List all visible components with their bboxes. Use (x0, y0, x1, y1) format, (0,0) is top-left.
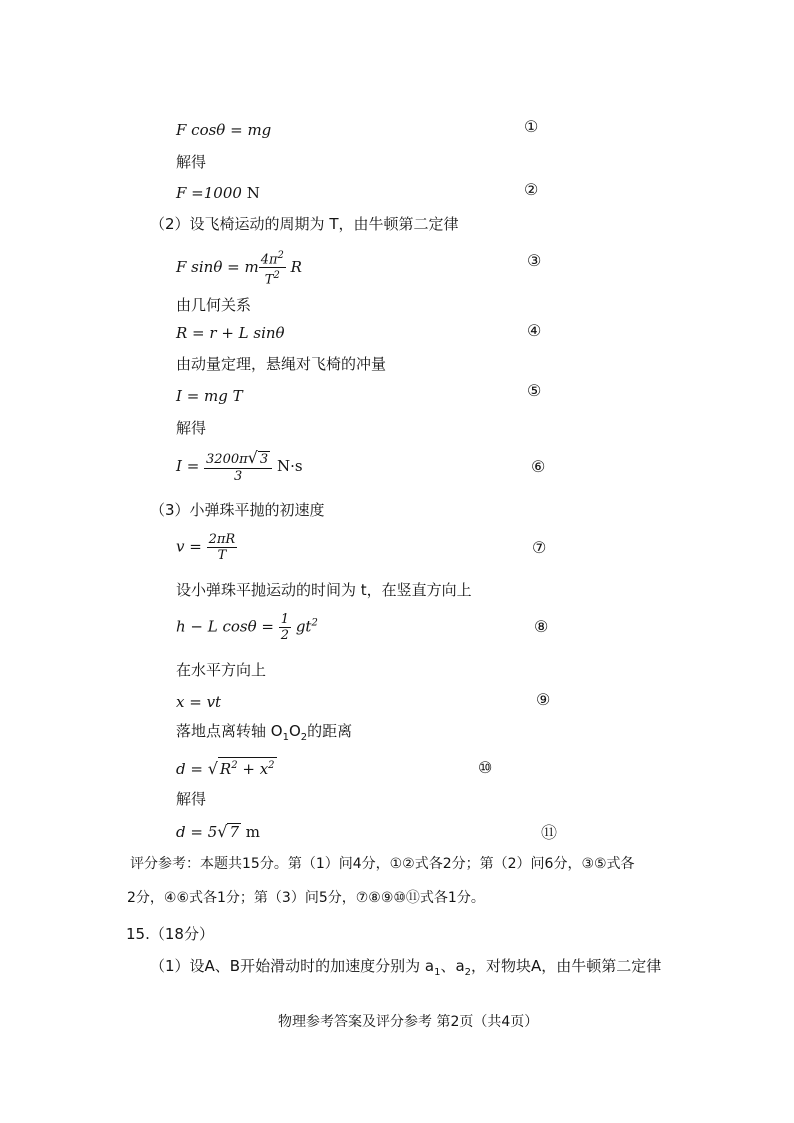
equation-mark-2: ② (524, 180, 539, 199)
equation-mark-5: ⑤ (527, 381, 542, 400)
equation-mark-8: ⑧ (534, 617, 549, 636)
text-jiede-2: 解得 (176, 419, 207, 437)
equation-4: R = r + L sinθ (176, 324, 285, 342)
equation-mark-3: ③ (527, 251, 542, 270)
text-landing-distance-post: 的距离 (307, 722, 353, 740)
question-15-part-1-post: ，对物块A，由牛顿第二定律 (471, 957, 662, 975)
equation-mark-6: ⑥ (531, 457, 546, 476)
question-15-part-1-mid: 、a (440, 957, 465, 975)
equation-9: x = vt (176, 693, 222, 711)
question-15-heading: 15.（18分） (126, 925, 214, 943)
equation-5: I = mg T (176, 387, 243, 405)
text-landing-distance: 落地点离转轴 $O_1O_2$的距离 (176, 722, 353, 743)
question-2-heading: （2）设飞椅运动的周期为 T，由牛顿第二定律 (150, 215, 459, 233)
text-geometry: 由几何关系 (176, 296, 252, 314)
equation-mark-9: ⑨ (536, 690, 551, 709)
equation-1: F cosθ = mg (176, 121, 272, 139)
text-momentum-theorem: 由动量定理，悬绳对飞椅的冲量 (176, 355, 387, 373)
question-15-part-1-pre: （1）设A、B开始滑动时的加速度分别为 a (150, 957, 435, 975)
scoring-note-line-1: 评分参考：本题共15分。第（1）问4分，①②式各2分；第（2）问6分，③⑤式各 (130, 856, 635, 872)
equation-mark-1: ① (524, 117, 539, 136)
equation-mark-7: ⑦ (532, 538, 547, 557)
text-horizontal: 在水平方向上 (176, 661, 267, 679)
question-3-heading: （3）小弹珠平抛的初速度 (150, 501, 325, 519)
text-jiede-3: 解得 (176, 790, 207, 808)
equation-7: v = $\frac{2\pi R}{T}$ (176, 532, 236, 563)
equation-3: F sinθ = m $\frac{4\pi^2}{T^2}$ R (176, 250, 302, 288)
equation-2: F =1000 N (176, 184, 260, 202)
text-jiede-1: 解得 (176, 153, 207, 171)
equation-8: h − L cosθ = $\frac{1}{2}$ $gt^2$ (176, 612, 318, 643)
question-15-part-1: （1）设A、B开始滑动时的加速度分别为 $a_1$、$a_2$，对物块A，由牛顿第二定律 (150, 957, 662, 978)
equation-10: d = √ $R^2 + x^2$ (176, 759, 275, 778)
scoring-note-line-2: 2分，④⑥式各1分；第（3）问5分，⑦⑧⑨⑩⑪式各1分。 (127, 890, 485, 906)
equation-6: I = $\frac{3200\pi√ 3}{3}$ N·s (176, 448, 303, 484)
equation-mark-4: ④ (527, 321, 542, 340)
equation-11: d = 5√ 7 m (176, 822, 261, 841)
text-landing-distance-pre: 落地点离转轴 O (176, 722, 283, 740)
equation-mark-10: ⑩ (478, 758, 493, 777)
text-fall-time: 设小弹珠平抛运动的时间为 t，在竖直方向上 (176, 581, 472, 599)
equation-mark-11: ⑪ (541, 823, 558, 842)
page-footer: 物理参考答案及评分参考 第2页（共4页） (278, 1014, 539, 1030)
